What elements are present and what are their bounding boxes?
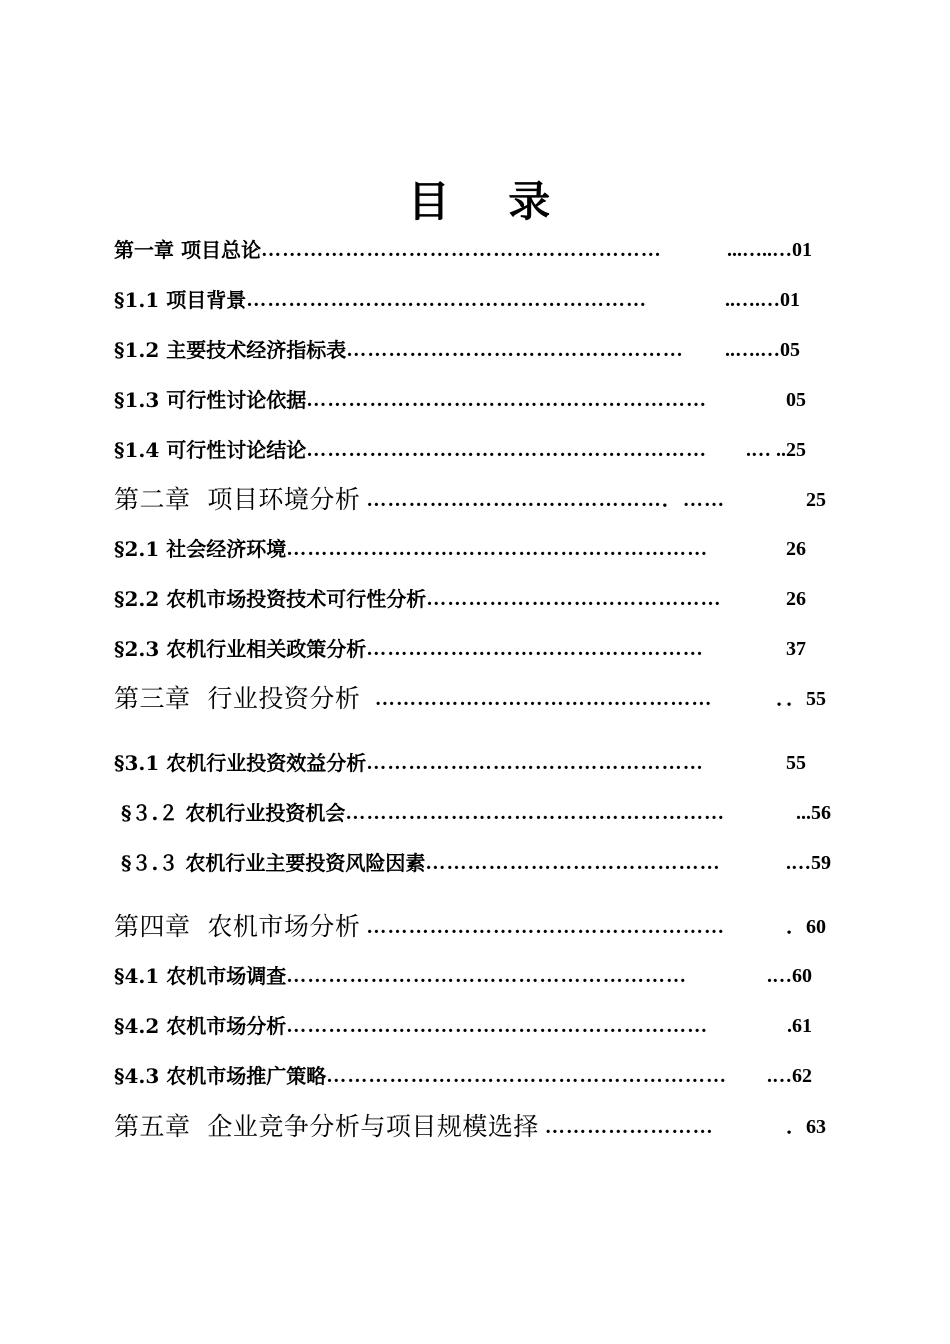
toc-chapter-entry[interactable] [0,480,950,520]
toc-entry-leader: …………………………………………… [366,916,726,938]
toc-entry-leader: ………………………………………… [346,339,684,361]
toc-entry-leader: ………………………………………………… [260,239,662,261]
toc-entry-leader: ……………………………………．…… [366,489,726,511]
toc-entry-page: ..….…01 [725,289,800,311]
toc-entry[interactable] [0,743,950,783]
toc-entry[interactable] [0,380,950,420]
toc-entry-title: 第四章 农机市场分析 [114,912,361,941]
toc-entry-page: ..….…05 [725,339,800,361]
toc-entry-page: .61 [787,1015,812,1037]
toc-entry-title: §2.1 社会经济环境 [114,537,287,561]
toc-entry-page: 26 [786,538,806,560]
toc-chapter-entry[interactable] [0,907,950,947]
toc-entry-page: ．．55 [776,688,826,710]
toc-entry[interactable] [0,843,950,883]
toc-entry-leader: ………………………………………………… [306,389,708,411]
toc-entry-title: §4.1 农机市场调查 [114,964,287,988]
toc-entry-leader: ………………………………………………… [286,965,688,987]
toc-entry-title: 第五章 企业竞争分析与项目规模选择 [114,1112,539,1141]
toc-entry-leader: …………………………………………………… [286,1015,709,1037]
toc-entry-page: 37 [786,638,806,660]
toc-entry[interactable] [0,330,950,370]
toc-entry-title: §4.3 农机市场推广策略 [114,1064,327,1088]
toc-chapter-entry[interactable] [0,679,950,719]
toc-entry[interactable] [0,430,950,470]
toc-entry[interactable] [0,956,950,996]
toc-entry-leader: ………………………………………… [366,752,704,774]
toc-entry[interactable] [0,1056,950,1096]
toc-entry-page: ．60 [786,916,826,938]
toc-entry-title: 第一章 项目总论 [114,238,261,262]
toc-entry-page: 05 [786,389,806,411]
toc-entry-title: §３.２ 农机行业投资机会 [114,801,346,825]
toc-entry-leader: ……………………………………………… [345,802,726,824]
toc-entry-leader: …………………………………… [425,852,721,874]
toc-entry-title: §1.1 项目背景 [114,288,247,312]
toc-entry[interactable] [0,230,950,270]
toc-entry-page: .…59 [786,852,831,874]
toc-entry-leader: …………………………………………………… [286,538,709,560]
toc-title: 目 录 [407,177,573,226]
toc-entry-title: §1.4 可行性讨论结论 [114,438,307,462]
toc-entry-page: .… ..25 [746,439,806,461]
toc-entry[interactable] [0,529,950,569]
toc-entry[interactable] [0,579,950,619]
toc-entry-title: §2.2 农机市场投资技术可行性分析 [114,587,427,611]
toc-entry-title: §1.2 主要技术经济指标表 [114,338,347,362]
toc-entry-title: 第二章 项目环境分析 [114,485,361,514]
toc-entry-page: 55 [786,752,806,774]
toc-entry-title: §2.3 农机行业相关政策分析 [114,637,367,661]
toc-entry-page: ...56 [796,802,831,824]
toc-entry-page: .…62 [767,1065,812,1087]
toc-entry-title: §4.2 农机市场分析 [114,1014,287,1038]
toc-entry-leader: ………………………………………………… [326,1065,728,1087]
toc-entry-page: ．63 [786,1116,826,1138]
toc-entry[interactable] [0,793,950,833]
toc-entry-leader: ………………………………………………… [306,439,708,461]
toc-entry[interactable] [0,629,950,669]
toc-entry-title: §1.3 可行性讨论依据 [114,388,307,412]
toc-entry-page: 25 [806,489,826,511]
toc-entry-leader: ………………………………………… [374,688,713,710]
toc-entry-page: ...…..…01 [727,239,812,261]
toc-chapter-entry[interactable] [0,1107,950,1147]
toc-entry-leader: ………………………………………… [366,638,704,660]
toc-entry-leader: …………………………………… [426,588,722,610]
toc-entry[interactable] [0,1006,950,1046]
toc-entry-leader: …………………… [544,1116,714,1138]
toc-entry-title: 第三章 行业投资分析 [114,684,369,713]
toc-entry-page: 26 [786,588,806,610]
toc-entry-title: §3.1 农机行业投资效益分析 [114,751,367,775]
toc-entry[interactable] [0,280,950,320]
toc-entry-title: §３.３ 农机行业主要投资风险因素 [114,851,426,875]
toc-entry-page: .…60 [767,965,812,987]
toc-entry-leader: ………………………………………………… [246,289,648,311]
